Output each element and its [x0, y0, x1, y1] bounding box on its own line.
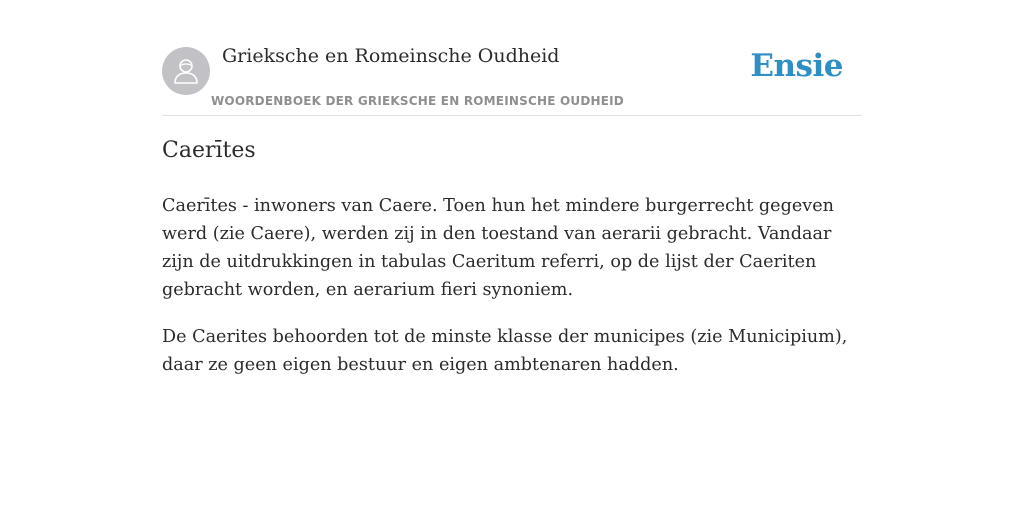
source-title-link[interactable]: Grieksche en Romeinsche Oudheid: [222, 45, 560, 67]
entry-title: Caerītes: [162, 138, 256, 163]
source-header: [162, 0, 862, 116]
entry-body: [162, 192, 862, 398]
brand-logo-link[interactable]: Ensie: [750, 48, 843, 84]
page-container: [162, 0, 862, 375]
source-subtitle: WOORDENBOEK DER GRIEKSCHE EN ROMEINSCHE OUDHEID: [211, 94, 624, 108]
user-icon: [173, 57, 199, 85]
entry-paragraph: Caerītes - inwoners van Caere. Toen hun het mindere burgerrecht gegeven werd (zie Caere), werden zij in den toestand van aerarii gebracht. Vandaar zijn de uitdrukkingen in tabulas Caeritum referri, op de lijst der Caeriten gebracht worden, en aerarium fieri synoniem.: [162, 196, 834, 300]
avatar[interactable]: [162, 47, 210, 95]
entry-paragraph: De Caerites behoorden tot de minste klasse der municipes (zie Municipium), daar ze geen eigen bestuur en eigen ambtenaren hadden.: [162, 327, 848, 375]
